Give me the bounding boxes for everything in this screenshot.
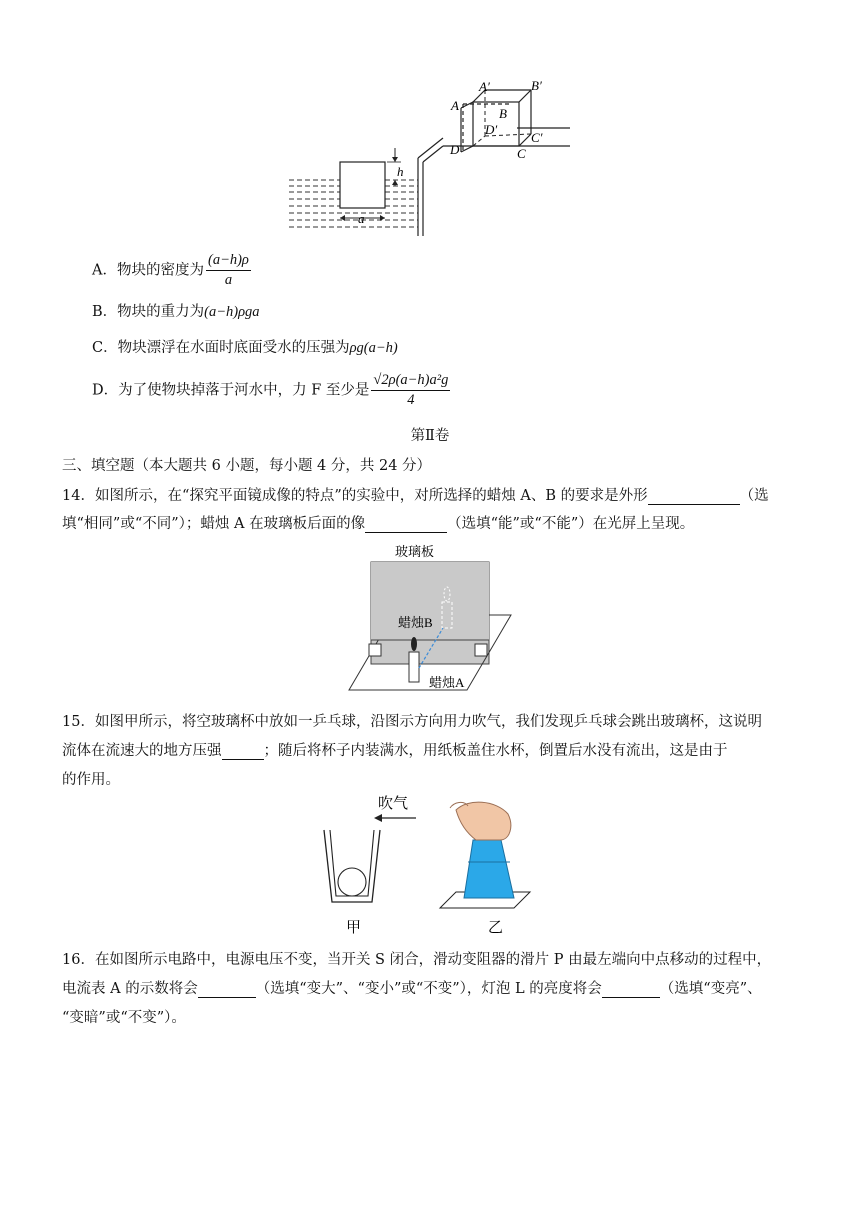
- fig-label-glass: 玻璃板: [395, 544, 435, 559]
- fig-label-yi: 乙: [488, 920, 504, 936]
- option-b-expression: (a−h)ρga: [204, 304, 260, 320]
- option-c-text: C．物块漂浮在水面时底面受水的压强为: [92, 340, 350, 356]
- option-d: [92, 372, 450, 409]
- label-C: C: [517, 146, 526, 161]
- option-d-fraction: [371, 372, 450, 409]
- q14-line-2: [62, 512, 694, 533]
- q16-line-2: [62, 977, 762, 998]
- block-water-figure: [285, 78, 575, 240]
- q14-line-1-tail: （选: [739, 488, 769, 504]
- label-A-prime: A′: [479, 79, 490, 94]
- option-a-fraction: [206, 252, 251, 289]
- q14-blank-1[interactable]: [648, 490, 740, 505]
- q14-line-2-text: 填“相同”或“不同”）；蜡烛 A 在玻璃板后面的像: [62, 516, 366, 532]
- option-a-text: A．物块的密度为: [92, 262, 204, 279]
- q14-line-1: [62, 484, 769, 505]
- option-a-numerator: (a−h)ρ: [206, 252, 251, 271]
- option-d-numerator: √2ρ(a−h)a²g: [371, 372, 450, 391]
- section-3-heading: 三、填空题（本大题共 6 小题，每小题 4 分，共 24 分）: [62, 458, 432, 474]
- q15-line-1: 15．如图甲所示，将空玻璃杯中放如一乒乓球，沿图示方向用力吹气，我们发现乒乓球会跳出玻璃杯，这说明: [62, 714, 762, 730]
- q16-blank-2[interactable]: [602, 983, 660, 998]
- fig-label-candle-b: 蜡烛B: [398, 615, 433, 630]
- q16-line-3: “变暗”或“不变”）。: [62, 1010, 186, 1026]
- fig-label-candle-a: 蜡烛A: [429, 675, 465, 690]
- q15-blank-1[interactable]: [222, 745, 264, 760]
- q14-blank-2[interactable]: [365, 518, 447, 533]
- cup-experiment-figure: [318, 790, 538, 940]
- q16-blank-1[interactable]: [198, 983, 256, 998]
- q14-line-2-tail: （选填“能”或“不能”）在光屏上呈现。: [447, 516, 695, 532]
- section-title: 第Ⅱ卷: [410, 428, 450, 444]
- label-A: A: [451, 98, 459, 113]
- q16-line-2-mid: （选填“变大”、“变小”或“不变”），灯泡 L 的亮度将会: [255, 981, 602, 997]
- label-B: B: [499, 106, 507, 121]
- label-D-prime: D′: [485, 122, 498, 137]
- q15-line-3: 的作用。: [62, 772, 120, 788]
- q15-line-2: [62, 739, 728, 760]
- fig-label-blow: 吹气: [378, 796, 409, 812]
- option-d-denominator: 4: [407, 392, 415, 408]
- option-d-text: D．为了使物块掉落于河水中，力 F 至少是: [92, 382, 370, 399]
- q16-line-2-tail: （选填“变亮”、: [659, 981, 762, 997]
- label-C-prime: C′: [531, 130, 543, 145]
- option-b-text: B．物块的重力为: [92, 304, 205, 320]
- q16-line-2-text: 电流表 A 的示数将会: [62, 981, 198, 997]
- label-B-prime: B′: [531, 78, 542, 93]
- option-a-denominator: a: [224, 272, 233, 288]
- q15-line-2-text: 流体在流速大的地方压强: [62, 743, 222, 759]
- option-b: [92, 300, 260, 321]
- option-c: [92, 336, 398, 357]
- label-h: h: [397, 164, 404, 179]
- q14-line-1-text: 14．如图所示，在“探究平面镜成像的特点”的实验中，对所选择的蜡烛 A、B 的要求是外形: [62, 488, 648, 504]
- q16-line-1: 16．在如图所示电路中，电源电压不变，当开关 S 闭合，滑动变阻器的滑片 P 由最左端向中点移动的过程中，: [62, 952, 772, 968]
- option-c-expression: ρg(a−h): [349, 340, 398, 356]
- label-a: a: [358, 211, 365, 226]
- mirror-experiment-figure: [345, 540, 515, 695]
- option-a: [92, 252, 251, 289]
- fig-label-jia: 甲: [346, 920, 362, 936]
- q15-line-2-tail: ；随后将杯子内装满水，用纸板盖住水杯，倒置后水没有流出，这是由于: [263, 743, 728, 759]
- label-D: D: [450, 142, 460, 157]
